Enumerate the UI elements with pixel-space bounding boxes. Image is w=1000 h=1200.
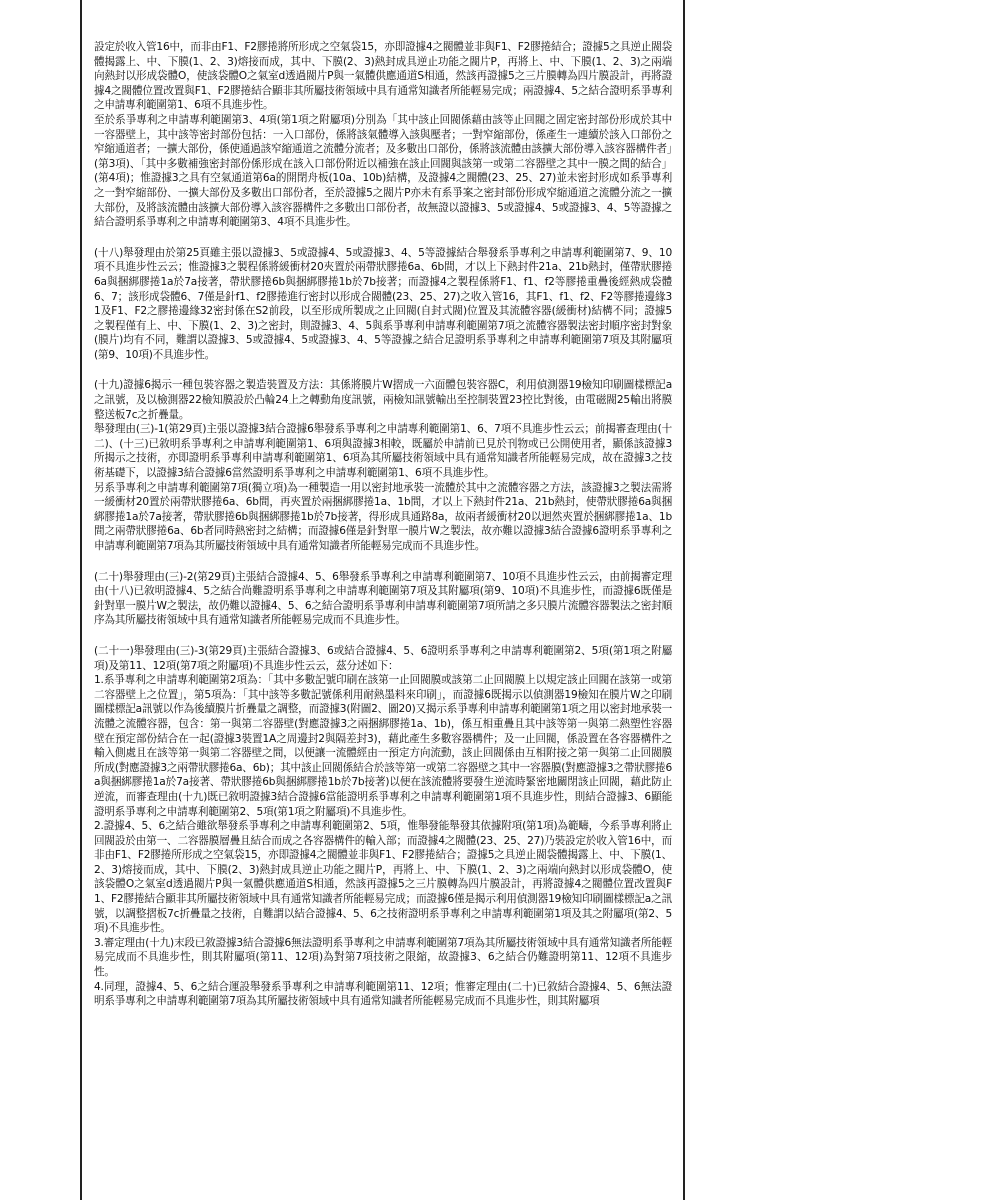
- section-21-item-2: 2.證據4、5、6之結合雖欲舉發系爭專利之申請專利範圍第2、5項，惟舉發能舉發其依據附項(第1項)為範疇，今系爭專利將止回閥設於由第一、二容器膜層疊且結合而成之各容器構件的輸入部；而證據4之閥體(23、25、27)乃裝設定於收入管16中，而非由F1、F2膠捲所形成之空氣袋15，亦即證據4之閥體並非與F1、F2膠捲結合；證據5之具逆止閥袋體揭露上、中、下膜(1、2、3)熔接而成，其中、下膜(2、3)熱封成具逆止功能之閥片P，再將上、中、下膜(1、2、3)之兩端向熱封以形成袋體O，使該袋體O之氣室d透過閥片P與一氣體供應通道S相通，然該再證據5之三片膜轉為四片膜設計，再將證據4之閥體位置改置與F1、F2膠捲結合顯非其所屬技術領域中具有通常知識者所能輕易完成；而證據6僅是揭示利用偵測器19檢知印刷圖樣標記a之訊號，以調整摺板7c折疊量之技術，自難謂以結合證據4、5、6之技術證明系爭專利之申請專利範圍第1項及其之附屬項(第2、5項)不具進步性。: [94, 820, 672, 935]
- section-21-item-4: 4.同理，證據4、5、6之結合運設舉發系爭專利之申請專利範圍第11、12項；惟審定理由(二十)已敘結合證據4、5、6無法證明系爭專利之申請專利範圍第7項為其所屬技術領域中具有通常知識者所能輕易完成而不具進步性，則其附屬項: [94, 980, 672, 1008]
- section-19-reason-3-1: 舉發理由(三)-1(第29頁)主張以證據3結合證據6舉發系爭專利之申請專利範圍第1、6、7項不具進步性云云；前揭審查理由(十二)、(十三)已敘明系爭專利之申請專利範圍第1、6項與證據3相較，既屬於申請前已見於刊物或已公開使用者，顯係該證據3所揭示之技術，亦即證明系爭專利申請專利範圍第1、6項為其所屬技術領域中具有通常知識者所能輕易完成，故在證據3之技術基礎下，以證據3結合證據6當然證明系爭專利之申請專利範圍第1、6項不具進步性。: [94, 423, 672, 480]
- section-21: (二十一)舉發理由(三)-3(第29頁)主張結合證據3、6或結合證據4、5、6證明系爭專利之申請專利範圍第2、5項(第1項之附屬項)及第11、12項(第7項之附屬項)不具進步性云云，茲分述如下：: [94, 644, 672, 672]
- section-21-item-3: 3.審定理由(十九)末段已敘證據3結合證據6無法證明系爭專利之申請專利範圍第7項為其所屬技術領域中具有通常知識者所能輕易完成而不具進步性，則其附屬項(第11、12項)為對第7項技術之限縮，故證據3、6之結合仍難證明第11、12項不具進步性。: [94, 936, 672, 979]
- section-20: (二十)舉發理由(三)-2(第29頁)主張結合證據4、5、6舉發系爭專利之申請專利範圍第7、10項不具進步性云云，由前揭審定理由(十八)已敘明證據4、5之結合尚難證明系爭專利之申請專利範圍第7項及其附屬項(第9、10項)不具進步性，而證據6既僅是針對單一膜片W之製法，故仍難以證據4、5、6之結合證明系爭專利申請專利範圍第7項所請之多只膜片流體容器製法之密封順序為其所屬技術領域中具有通常知識者所能輕易完成而不具進步性。: [94, 570, 672, 627]
- section-21-item-1: 1.系爭專利之申請專利範圍第2項為：「其中多數記號印刷在該第一止回閥膜或該第二止回閥膜上以規定該止回閥在該第一或第二容器壁上之位置」，第5項為：「其中該等多數記號係利用耐熱墨料來印刷」，而證據6既揭示以偵測器19檢知在膜片W之印刷圖樣標記a訊號以作為後續膜片折疊量之調整，而證據3(附圖2、圖20)又揭示系爭專利申請專利範圍第1項之用以密封地承裝一流體之流體容器，包含：第一與第二容器壁(對應證據3之兩捆綁膠捲1a、1b)，係互相重疊且其中該等第一與第二熱塑性容器壁在預定部份結合在一起(證據3裝置1A之周邊封2與隔差封3)，藉此產生多數容器構件；及一止回閥，係設置在各容器構件之輸入側處且在該等第一與第二容器壁之間，以便讓一流體經由一預定方向流動，該止回閥係由互相附接之第一與第二止回閥膜所成(對應證據3之兩帶狀膠捲6a、6b)；其中該止回閥係結合於該等第一或第二容器壁之其中一容器膜(對應證據3之帶狀膠捲6a與捆綁膠捲1a於7a接著、帶狀膠捲6b與捆綁膠捲1b於7b接著)以便在該流體將要發生逆流時緊密地關閉該止回閥，藉此防止逆流，而審查理由(十九)既已敘明證據3結合證據6當能證明系爭專利之申請專利範圍第1項不具進步性，則結合證據3、6顯能證明系爭專利之申請專利範圍第2、5項(第1項之附屬項)不具進步性。: [94, 674, 672, 818]
- section-19: (十九)證據6揭示一種包裝容器之製造裝置及方法：其係將膜片W摺成一六面體包裝容器C，利用偵測器19檢知印刷圖樣標記a之訊號，及以檢測器22檢知膜設於凸輪24上之轉動角度訊號，兩檢知訊號輸出至控制裝置23控比對後，由電磁閥25輸出將膜整送板7c之折疊量。: [94, 379, 672, 421]
- section-18: (十八)舉發理由於第25頁雖主張以證據3、5或證據4、5或證據3、4、5等證據結合舉發系爭專利之申請專利範圍第7、9、10項不具進步性云云；惟證據3之製程係將緩衝材20夾置於兩帶狀膠捲6a、6b間，才以上下熱封件21a、21b熱封，僅帶狀膠捲6a與捆綁膠捲1a於7a接著，帶狀膠捲6b與捆綁膠捲1b於7b接著；而證據4之製程係將F1、f1、f2等膠捲重疊後經熱成袋體6、7；該形成袋體6、7僅是針f1、f2膠捲進行密封以形成合閥體(23、25、27)之收入管16，其F1、f1、f2、F2等膠捲邊緣31及F1、F2之膠捲邊緣32密封係在S2前段，以至形成所製成之止回閥(自封式閥)位置及其流體容器(緩衝材)結構不同；證據5之製程僅有上、中、下膜(1、2、3)之密封，則證據3、4、5與系爭專利申請專利範圍第7項之流體容器製法密封順序密封對象(膜片)均有不同，難謂以證據3、5或證據4、5或證據3、4、5等證據之結合足證明系爭專利之申請專利範圍第7項及其附屬項(第9、10項)不具進步性。: [94, 246, 672, 361]
- section-19-claim-7: 另系爭專利之申請專利範圍第7項(獨立項)為一種製造一用以密封地承裝一流體於其中之流體容器之方法，該證據3之製法需將一緩衝材20置於兩帶狀膠捲6a、6b間，再夾置於兩捆綁膠捲1a、1b間，才以上下熱封件21a、21b熱封，使帶狀膠捲6a與捆綁膠捲1a於7a接著，帶狀膠捲6b與捆綁膠捲1b於7b接著，得形成具通路8a，故兩者緩衝材20以迴然夾置於捆綁膠捲1a、1b間之兩帶狀膠捲6a、6b者同時熱密封之結構；而證據6僅是針對單一膜片W之製法，故亦難以證據3結合證據6證明系爭專利之申請專利範圍第7項為其所屬技術領域中具有通常知識者所能輕易完成而不具進步性。: [94, 481, 672, 552]
- document-page: [80, 0, 685, 1200]
- paragraph-1: 設定於收入管16中，而非由F1、F2膠捲將所形成之空氣袋15，亦即證據4之閥體並非與F1、F2膠捲結合；證據5之具逆止閥袋體揭露上、中、下膜(1、2、3)熔接而成，其中、下膜(2、3)熱封成具逆止功能之閥片P，再將上、中、下膜(1、2、3)之兩端向熱封以形成袋體O，使該袋體O之氣室d透過閥片P與一氣體供應通道S相通，然該再證據5之三片膜轉為四片膜設計，再將證據4之閥體位置改置與F1、F2膠捲結合顯非其所屬技術領域中具有通常知識者所能輕易完成；兩證據4、5之結合證明系爭專利之申請專利範圍第1、6項不具進步性。: [94, 41, 672, 112]
- document-body: [94, 40, 672, 1009]
- paragraph-2: 至於系爭專利之申請專利範圍第3、4項(第1項之附屬項)分別為「其中該止回閥係藉由該等止回閥之固定密封部份形成於其中一容器壁上，其中該等密封部份包括：一入口部份，係將該氣體導入該與壓者；一對窄縮部份，係產生一連續於該入口部份之窄縮通道者；一擴大部份，係使通過該窄縮通道之流體分流者；及多數出口部份，係將該流體由該擴大部份導入該容器構件者」(第3項)、「其中多數補強密封部份係形成在該入口部份附近以補強在該止回閥與該第一或第二容器壁之其中一膜之間的結合」(第4項)；惟證據3之具有空氣通道第6a的開閉舟板(10a、10b)結構，及證據4之閥體(23、25、27)並未密封形成如系爭專利之一對窄縮部份、一擴大部份及多數出口部份者，至於證據5之閥片P亦未有系爭案之密封部份形成窄縮通道之流體分流之一擴大部份，及將該流體由該擴大部份導入該容器構件之多數出口部份者，故無證以證據3、5或證據4、5或證據3、4、5等證據之結合證明系爭專利之申請專利範圍第3、4項不具進步性。: [94, 113, 672, 229]
